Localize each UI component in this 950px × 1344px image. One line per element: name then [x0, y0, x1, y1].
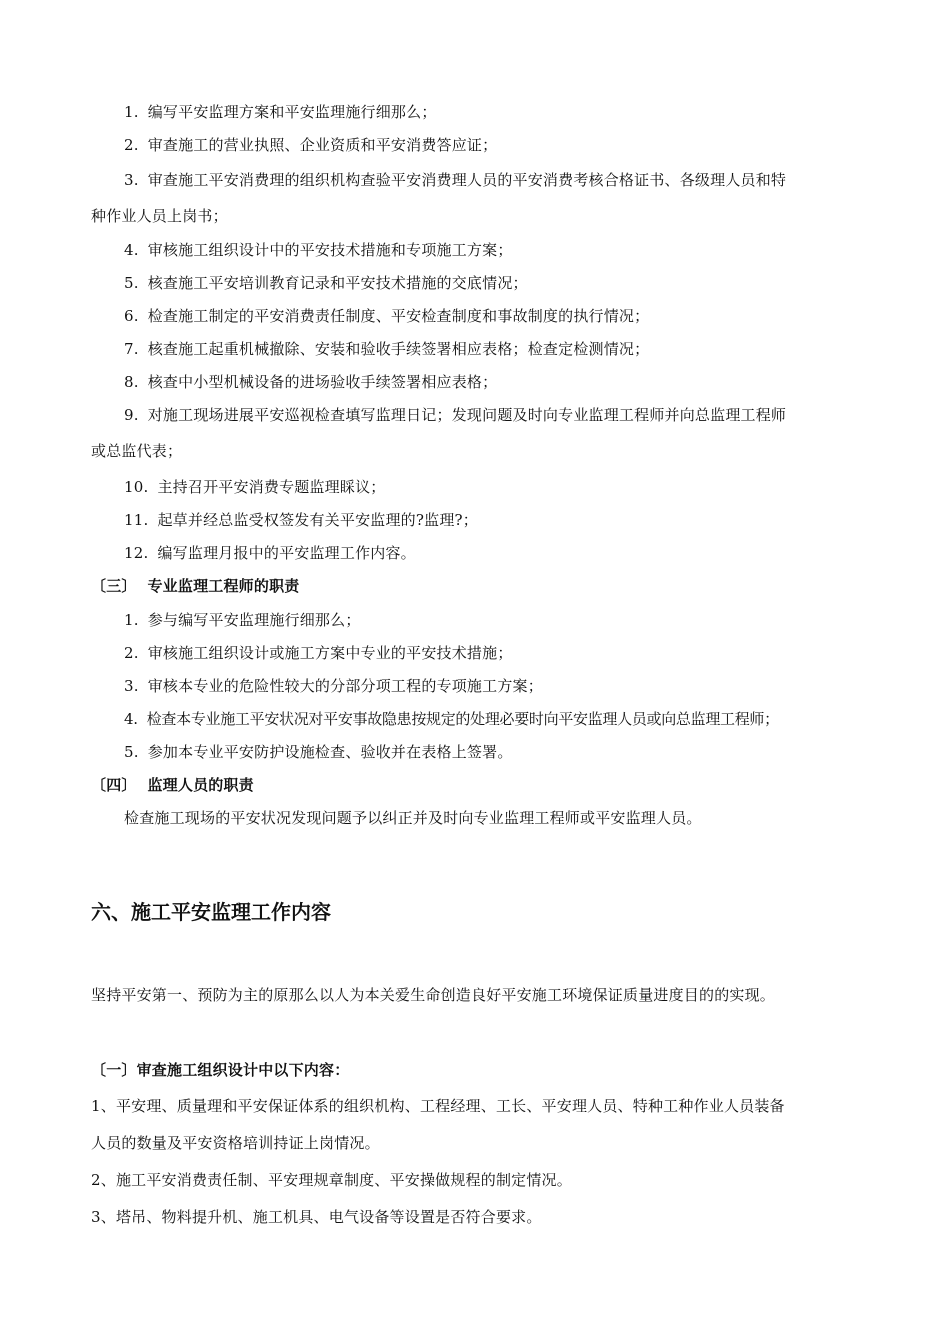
list-item: 10. 主持召开平安消费专题监理睬议； — [124, 478, 386, 496]
list-item: 12. 编写监理月报中的平安监理工作内容。 — [124, 544, 416, 562]
list-item: 9. 对施工现场进展平安巡视检查填写监理日记；发现问题及时向专业监理工程师并向总监理工程师 — [124, 406, 787, 424]
list-item-continuation: 人员的数量及平安资格培训持证上岗情况。 — [91, 1134, 380, 1152]
list-item: 1. 编写平安监理方案和平安监理施行细那么； — [124, 103, 437, 121]
list-item: 7. 核查施工起重机械撤除、安装和验收手续签署相应表格；检查定检测情况； — [124, 340, 650, 358]
list-item: 3. 审核本专业的危险性较大的分部分项工程的专项施工方案； — [124, 677, 543, 695]
paragraph: 坚持平安第一、预防为主的原那么以人为本关爱生命创造良好平安施工环境保证质量进度目的的实现。 — [91, 986, 776, 1004]
list-item: 3. 审查施工平安消费理的组织机构查验平安消费理人员的平安消费考核合格证书、各级理人员和特 — [124, 171, 787, 189]
list-item: 11. 起草并经总监受权签发有关平安监理的?监理?； — [124, 511, 478, 529]
list-item: 8. 核查中小型机械设备的进场验收手续签署相应表格； — [124, 373, 498, 391]
subsection-heading: 〔一〕审查施工组织设计中以下内容： — [91, 1061, 350, 1079]
paragraph: 检查施工现场的平安状况发现问题予以纠正并及时向专业监理工程师或平安监理人员。 — [124, 809, 702, 827]
subsection-heading: 〔三〕 专业监理工程师的职责 — [91, 577, 300, 595]
list-item: 2. 审查施工的营业执照、企业资质和平安消费答应证； — [124, 136, 498, 154]
list-item: 6. 检查施工制定的平安消费责任制度、平安检查制度和事故制度的执行情况； — [124, 307, 650, 325]
list-item: 3、塔吊、物料提升机、施工机具、电气设备等设置是否符合要求。 — [91, 1208, 542, 1226]
list-item: 1、平安理、质量理和平安保证体系的组织机构、工程经理、工长、平安理人员、特种工种作业人员装备 — [91, 1097, 785, 1115]
list-item-continuation: 种作业人员上岗书； — [91, 207, 228, 225]
list-item: 4. 审核施工组织设计中的平安技术措施和专项施工方案； — [124, 241, 513, 259]
list-item: 1. 参与编写平安监理施行细那么； — [124, 611, 361, 629]
list-item: 2. 审核施工组织设计或施工方案中专业的平安技术措施； — [124, 644, 513, 662]
list-item: 5. 核查施工平安培训教育记录和平安技术措施的交底情况； — [124, 274, 528, 292]
list-item: 4. 检查本专业施工平安状况对平安事故隐患按规定的处理必要时向平安监理人员或向总监理工程师； — [124, 710, 779, 728]
subsection-heading: 〔四〕 监理人员的职责 — [91, 776, 254, 794]
list-item: 2、施工平安消费责任制、平安理规章制度、平安操做规程的制定情况。 — [91, 1171, 572, 1189]
list-item: 5. 参加本专业平安防护设施检查、验收并在表格上签署。 — [124, 743, 513, 761]
list-item-continuation: 或总监代表； — [91, 442, 183, 460]
section-heading: 六、施工平安监理工作内容 — [91, 900, 331, 924]
